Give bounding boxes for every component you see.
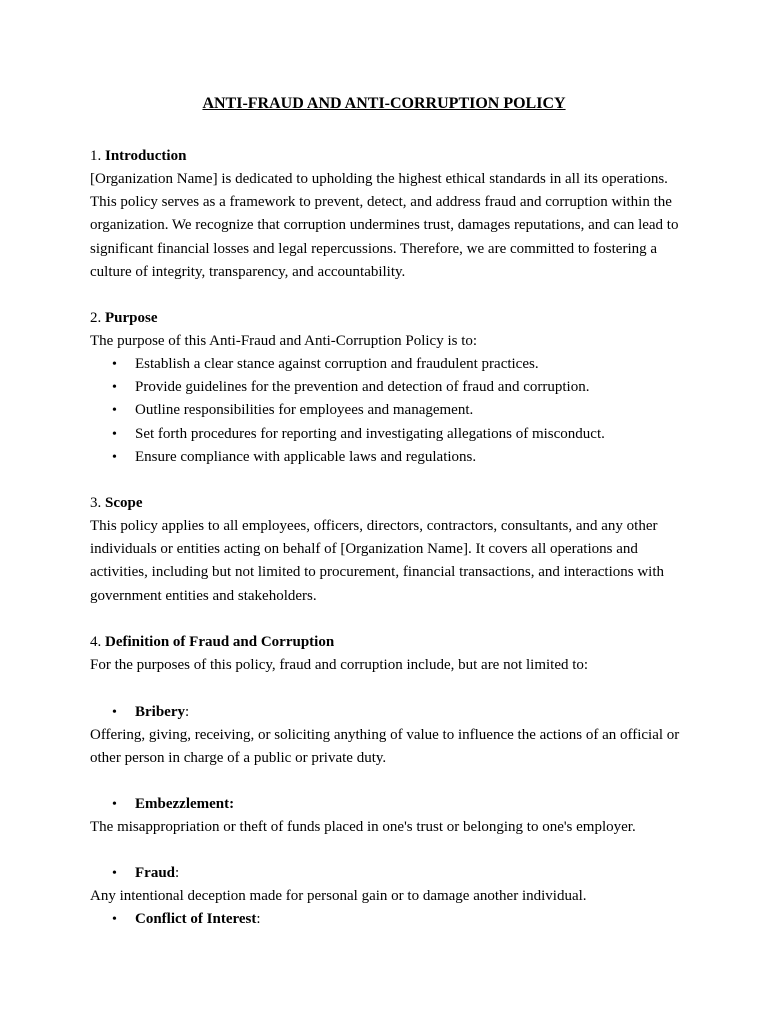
list-item (90, 446, 682, 469)
definition-text-embezzlement: The misappropriation or theft of funds placed in one's trust or belonging to one's employer. (90, 819, 636, 835)
definition-term-conflict-of-interest (90, 908, 261, 931)
purpose-list (90, 353, 682, 469)
list-item-text: Set forth procedures for reporting and investigating allegations of misconduct. (135, 425, 605, 442)
section-number: 2. (90, 310, 102, 326)
definition-term-embezzlement (90, 793, 234, 816)
scope-paragraph: This policy applies to all employees, officers, directors, contractors, consultants, and any other individuals or entities acting on behalf of [Organization Name]. It covers all operations and activities, including but not limited to procurement, financial transactions, and interactions with government entities and stakeholders. (90, 518, 665, 604)
bullet-icon: • (112, 380, 117, 396)
section-title: Scope (105, 495, 143, 511)
bullet-icon: • (112, 705, 117, 720)
bullet-icon: • (112, 912, 117, 927)
document-title: ANTI-FRAUD AND ANTI-CORRUPTION POLICY (202, 95, 566, 112)
bullet-icon: • (112, 403, 117, 419)
section-number: 4. (90, 634, 102, 650)
term-label: Bribery (135, 704, 185, 720)
bullet-icon: • (112, 449, 117, 465)
section-heading-definitions (90, 631, 334, 654)
term-label: Embezzlement: (135, 796, 235, 812)
list-item-text: Ensure compliance with applicable laws and regulations. (135, 448, 477, 465)
section-number: 3. (90, 495, 102, 511)
list-item-text: Outline responsibilities for employees and management. (135, 402, 474, 419)
section-title: Purpose (105, 310, 158, 326)
term-suffix: : (175, 865, 180, 881)
section-number: 1. (90, 148, 102, 164)
section-heading-introduction (90, 145, 186, 168)
definition-text-bribery: Offering, giving, receiving, or soliciting anything of value to influence the actions of an official or other person in charge of a public or private duty. (90, 727, 680, 767)
purpose-intro: The purpose of this Anti-Fraud and Anti-Corruption Policy is to: (90, 333, 478, 349)
list-item (90, 423, 682, 446)
definition-text-fraud: Any intentional deception made for personal gain or to damage another individual. (90, 888, 587, 904)
term-label: Conflict of Interest (135, 911, 257, 927)
definition-term-bribery (90, 701, 189, 724)
section-title: Definition of Fraud and Corruption (105, 634, 335, 650)
section-heading-scope (90, 492, 143, 515)
list-item-text: Establish a clear stance against corruption and fraudulent practices. (135, 356, 539, 372)
bullet-icon: • (112, 426, 117, 442)
term-suffix: : (256, 911, 261, 927)
term-suffix: : (185, 704, 190, 720)
list-item (90, 376, 682, 399)
section-title: Introduction (105, 148, 187, 164)
list-item-text: Provide guidelines for the prevention and detection of fraud and corruption. (135, 379, 590, 396)
section-heading-purpose (90, 307, 158, 330)
definition-term-fraud (90, 862, 179, 885)
list-item (90, 399, 682, 422)
definitions-intro: For the purposes of this policy, fraud and corruption include, but are not limited to: (90, 657, 589, 673)
bullet-icon: • (112, 357, 117, 372)
term-label: Fraud (135, 865, 176, 881)
bullet-icon: • (112, 866, 117, 881)
list-item (90, 353, 682, 376)
bullet-icon: • (112, 797, 117, 812)
introduction-paragraph: [Organization Name] is dedicated to upholding the highest ethical standards in all its operations. This policy serves as a framework to prevent, detect, and address fraud and corruption within the organization. We recognize that corruption undermines trust, damages reputations, and can lead to significant financial losses and legal repercussions. Therefore, we are committed to fostering a culture of integrity, transparency, and accountability. (90, 171, 679, 280)
